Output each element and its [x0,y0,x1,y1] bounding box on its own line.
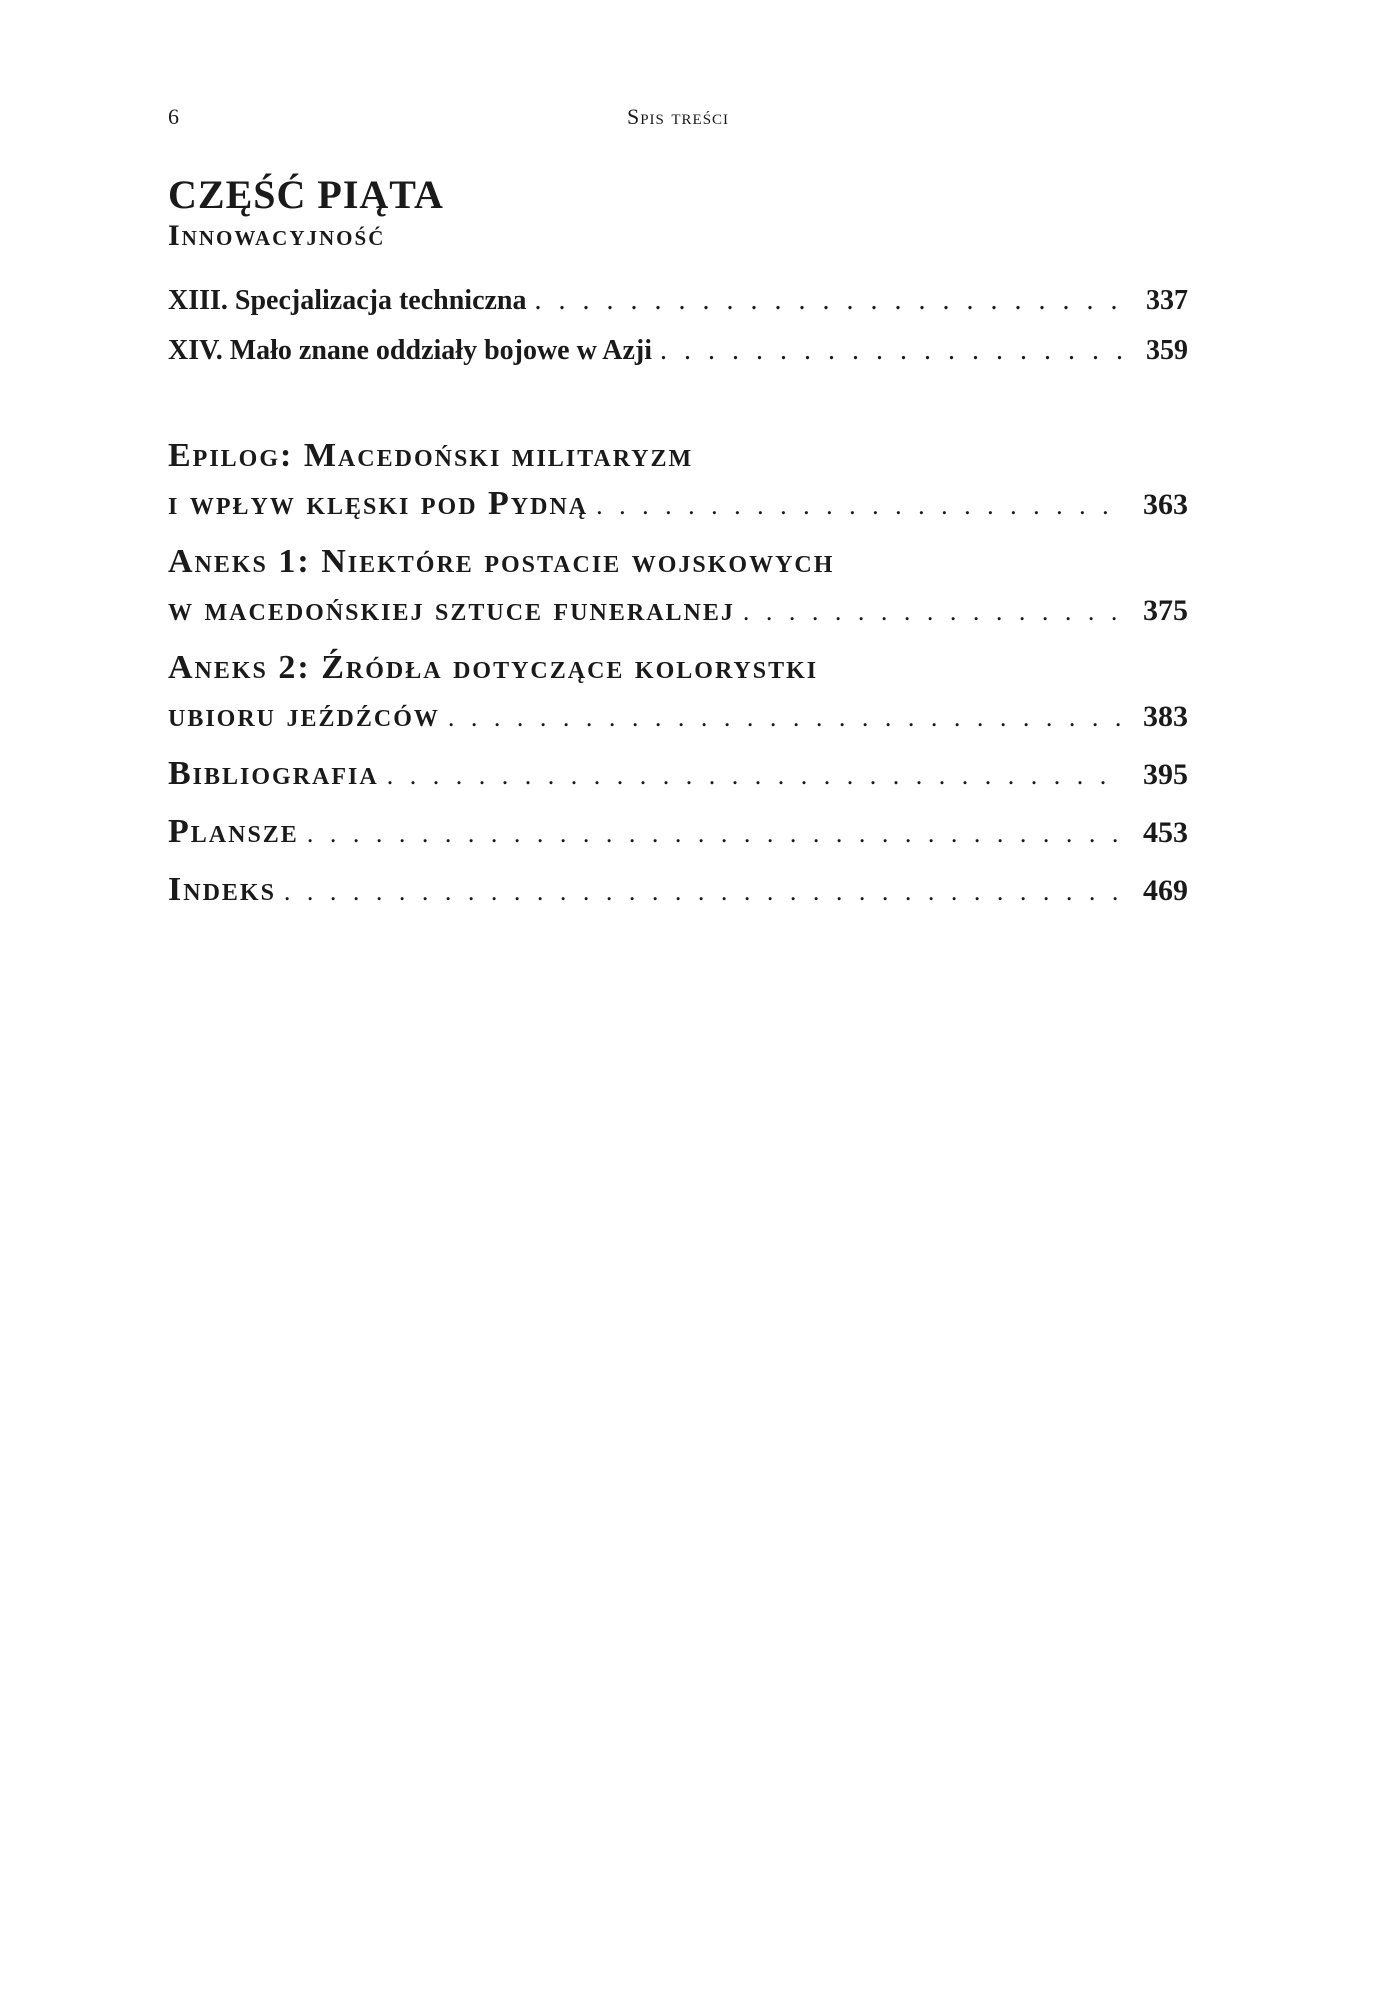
toc-entry-title-line-1: Aneks 1: Niektóre postacie wojskowych [168,543,835,580]
toc-entry-plansze [168,808,1188,858]
dot-leader [284,868,1124,916]
toc-entry-page: 383 [1143,700,1188,733]
toc-entry-page: 359 [1146,335,1188,366]
toc-entry-title: XIV. Mało znane oddziały bojowe w Azji [168,335,653,366]
part-subtitle: Innowacyjność [168,219,386,252]
toc-entry-page: 375 [1143,594,1188,627]
toc-entry-aneks-1 [168,538,1188,636]
toc-entry-title: Plansze [168,813,299,850]
toc-entry-epilog [168,432,1188,530]
dot-leader [535,276,1124,326]
toc-entry-page: 395 [1143,758,1188,791]
toc-entry-page: 363 [1143,488,1188,521]
dot-leader [660,326,1124,376]
toc-entry-indeks [168,866,1188,916]
dot-leader [307,810,1124,858]
toc-entry-page: 337 [1146,285,1188,316]
dot-leader [448,694,1124,742]
part-title: CZĘŚĆ PIĄTA [168,172,444,217]
toc-entry-bibliografia [168,750,1188,800]
toc-entry-page: 469 [1143,874,1188,907]
toc-entry-title: Bibliografia [168,755,379,792]
toc-entry-title-line-1: Epilog: Macedoński militaryzm [168,437,694,474]
toc-entry-title-line-1: Aneks 2: Źródła dotyczące kolorystki [168,649,819,686]
toc-entry-title-line-2: w macedońskiej sztuce funeralnej [168,591,735,628]
toc-entry-title-line-2: i wpływ klęski pod Pydną [168,485,589,522]
toc-entry-page: 453 [1143,816,1188,849]
running-head [168,104,1188,134]
toc-entry-title-line-2: ubioru jeźdźców [168,697,440,734]
spacer [168,376,1188,432]
toc-entry-chapter-xiv [168,326,1188,376]
dot-leader [743,588,1124,636]
page-number: 6 [168,104,179,129]
dot-leader [387,752,1124,800]
toc-entry-title: XIII. Specjalizacja techniczna [168,285,527,316]
toc-entry-aneks-2 [168,644,1188,742]
toc-entry-chapter-xiii [168,276,1188,326]
running-title: Spis treści [626,104,730,129]
dot-leader [596,482,1124,530]
toc-entry-title: Indeks [168,871,276,908]
table-of-contents [168,172,1188,924]
